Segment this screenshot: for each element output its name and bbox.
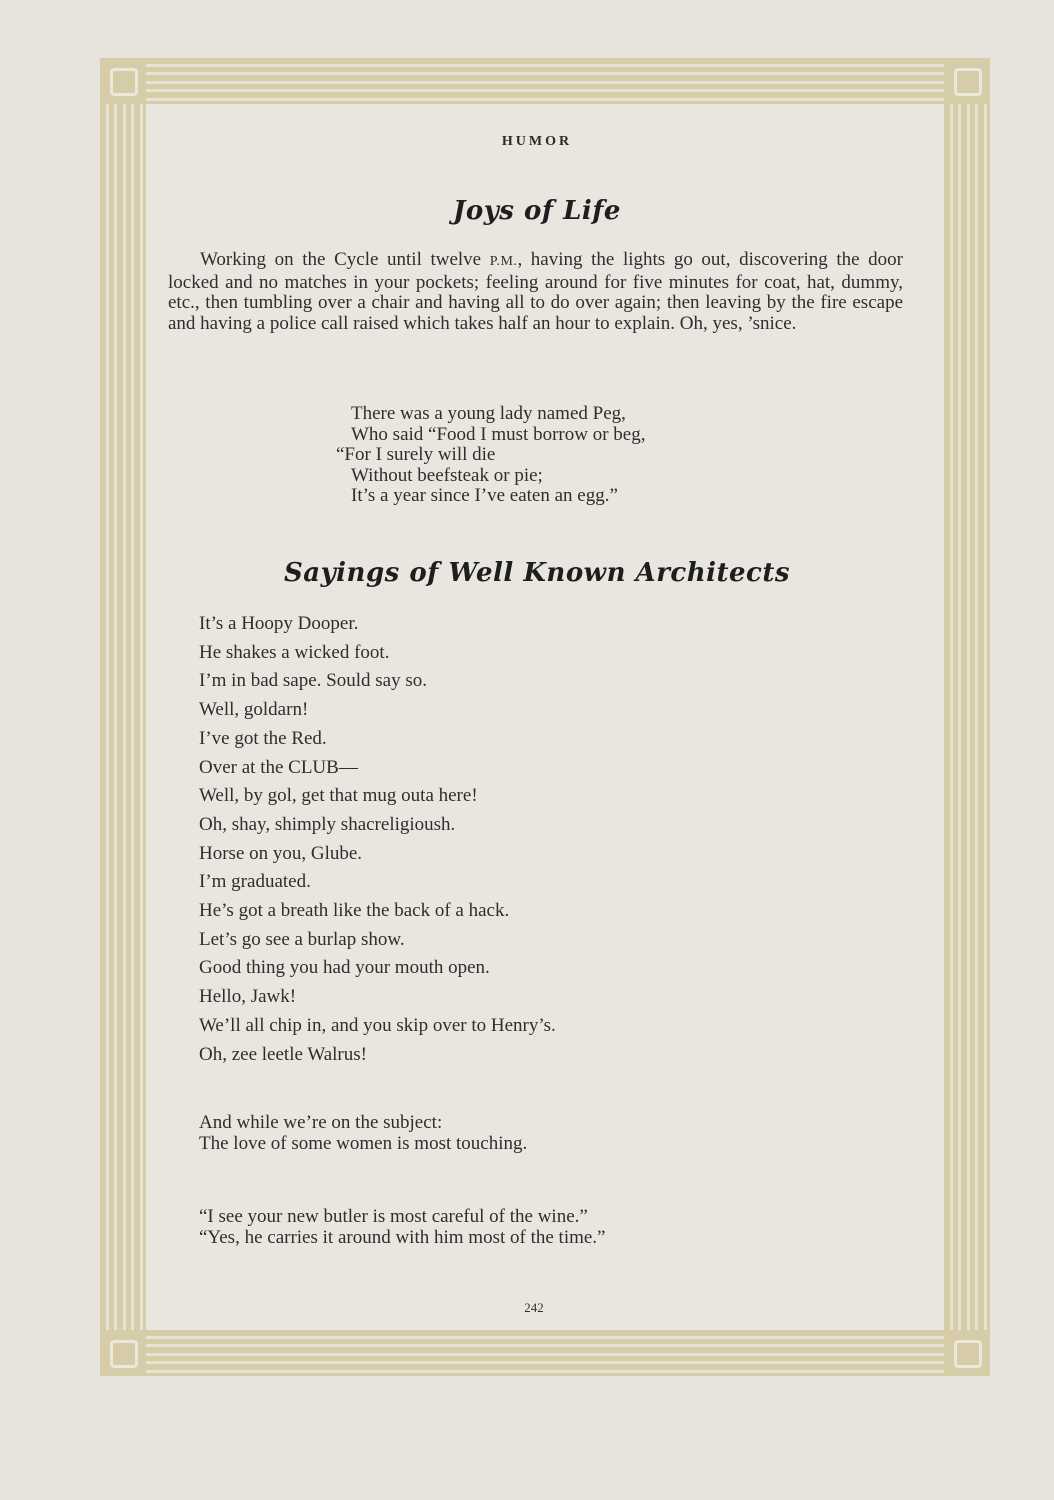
saying-line: Good thing you had your mouth open.: [199, 957, 490, 979]
joys-text-before: Working on the Cycle until twelve: [200, 249, 490, 270]
border-right: [944, 58, 990, 1376]
saying-line: Over at the CLUB—: [199, 756, 358, 778]
closing-line: The love of some women is most touching.: [199, 1133, 528, 1154]
saying-line: Horse on you, Glube.: [199, 842, 363, 864]
saying-line: It’s a Hoopy Dooper.: [199, 613, 359, 634]
corner-ornament-icon: [944, 58, 990, 104]
limerick-line: It’s a year since I’ve eaten an egg.”: [351, 485, 618, 506]
sayings-list: [199, 610, 556, 1069]
butler-joke: [199, 1206, 606, 1248]
corner-ornament-icon: [944, 1330, 990, 1376]
border-top: [100, 58, 990, 104]
saying-line: Hello, Jawk!: [199, 986, 297, 1008]
limerick-line: Who said “Food I must borrow or beg,: [351, 423, 646, 445]
saying-line: Let’s go see a burlap show.: [199, 928, 405, 950]
saying-line: He’s got a breath like the back of a hack.: [199, 900, 510, 922]
border-bottom: [100, 1330, 990, 1376]
saying-line: Oh, zee leetle Walrus!: [199, 1043, 367, 1065]
sayings-title: Sayings of Well Known Architects: [283, 558, 791, 588]
pm-abbreviation: P.M.: [489, 254, 518, 269]
saying-line: Oh, shay, shimply shacreligioush.: [199, 813, 456, 835]
limerick-line: “For I surely will die: [336, 444, 496, 465]
saying-line: Well, by gol, get that mug outa here!: [199, 785, 478, 807]
limerick: [336, 404, 645, 507]
limerick-line: Without beefsteak or pie;: [351, 464, 543, 486]
saying-line: I’m in bad sape. Sould say so.: [199, 670, 427, 692]
closing-line: And while we’re on the subject:: [199, 1112, 443, 1133]
saying-line: We’ll all chip in, and you skip over to Henry’s.: [199, 1014, 556, 1036]
closing-joke: [199, 1112, 527, 1154]
saying-line: Well, goldarn!: [199, 699, 309, 721]
section-header: HUMOR: [501, 134, 573, 149]
limerick-line: There was a young lady named Peg,: [351, 403, 626, 424]
saying-line: I’ve got the Red.: [199, 727, 327, 749]
joys-text-after: , having the lights go out, discovering the door locked and no matches in your pockets; feeling around for five minutes for coat, hat, dummy, etc., then tumbling over a chair and having all to do over again; then leaving by the fire escape and having a police call raised which takes half an hour to explain. Oh, yes, ’snice.: [168, 249, 904, 334]
dialog-line: “I see your new butler is most careful of the wine.”: [199, 1206, 588, 1227]
corner-ornament-icon: [100, 58, 146, 104]
corner-ornament-icon: [100, 1330, 146, 1376]
page-number: 242: [524, 1300, 544, 1315]
saying-line: I’m graduated.: [199, 871, 311, 893]
saying-line: He shakes a wicked foot.: [199, 641, 390, 663]
joys-paragraph: [168, 250, 903, 334]
border-left: [100, 58, 146, 1376]
joys-title: Joys of Life: [453, 196, 621, 226]
dialog-line: “Yes, he carries it around with him most of the time.”: [199, 1227, 606, 1248]
